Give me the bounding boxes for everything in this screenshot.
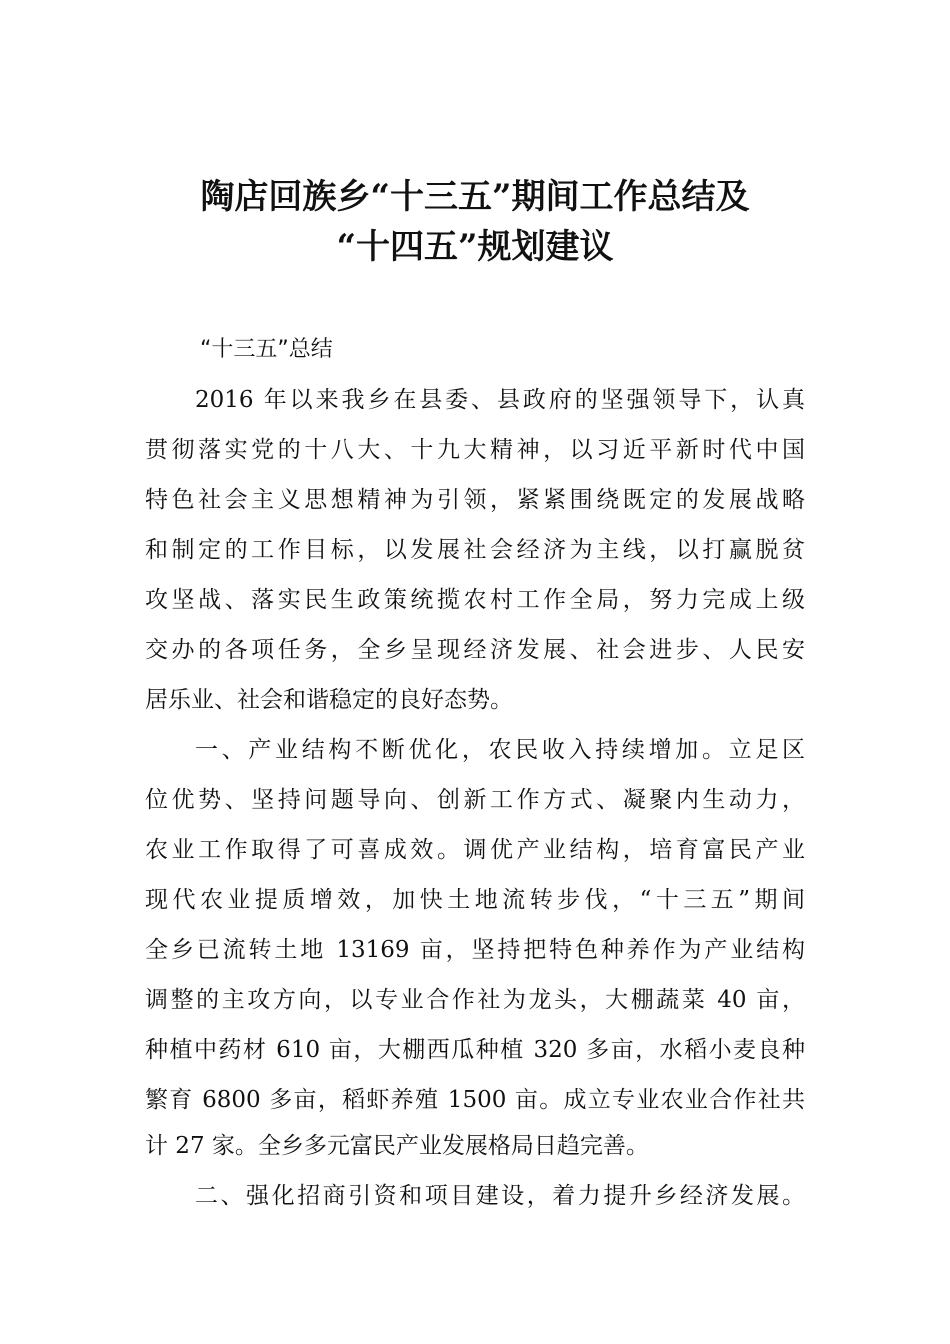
paragraph-2-line: 位优势、坚持问题导向、创新工作方式、凝聚内生动力，: [145, 787, 805, 813]
paragraph-3-line: 二、强化招商引资和项目建设，着力提升乡经济发展。: [195, 1183, 805, 1209]
paragraph-2-line: 一、产业结构不断优化，农民收入持续增加。立足区: [195, 737, 805, 763]
paragraph-2-line: 全乡已流转土地 13169 亩，坚持把特色种养作为产业结构: [145, 937, 805, 963]
paragraph-2-line: 调整的主攻方向，以专业合作社为龙头，大棚蔬菜 40 亩，: [145, 987, 805, 1013]
paragraph-1-line: 2016 年以来我乡在县委、县政府的坚强领导下，认真: [195, 387, 805, 413]
document-title-line-2: “十四五”规划建议: [336, 227, 614, 267]
paragraph-2-line: 农业工作取得了可喜成效。调优产业结构，培育富民产业: [145, 837, 805, 863]
section-heading: “十三五”总结: [200, 337, 333, 362]
paragraph-1-line: 特色社会主义思想精神为引领，紧紧围绕既定的发展战略: [145, 487, 805, 513]
paragraph-1-line: 攻坚战、落实民生政策统揽农村工作全局，努力完成上级: [145, 587, 805, 613]
paragraph-2-line: 种植中药材 610 亩，大棚西瓜种植 320 多亩，水稻小麦良种: [145, 1037, 805, 1063]
paragraph-1-line: 交办的各项任务，全乡呈现经济发展、社会进步、人民安: [145, 637, 805, 663]
paragraph-2-line: 计 27 家。全乡多元富民产业发展格局日趋完善。: [145, 1133, 649, 1159]
paragraph-2-line: 繁育 6800 多亩，稻虾养殖 1500 亩。成立专业农业合作社共: [145, 1087, 805, 1113]
paragraph-1-line: 居乐业、社会和谐稳定的良好态势。: [145, 687, 513, 713]
paragraph-1-line: 和制定的工作目标，以发展社会经济为主线，以打赢脱贫: [145, 537, 805, 563]
paragraph-2-line: 现代农业提质增效，加快土地流转步伐，“十三五”期间: [145, 887, 805, 913]
document-title-line-1: 陶店回族乡“十三五”期间工作总结及: [200, 177, 750, 217]
paragraph-1-line: 贯彻落实党的十八大、十九大精神，以习近平新时代中国: [145, 437, 805, 463]
